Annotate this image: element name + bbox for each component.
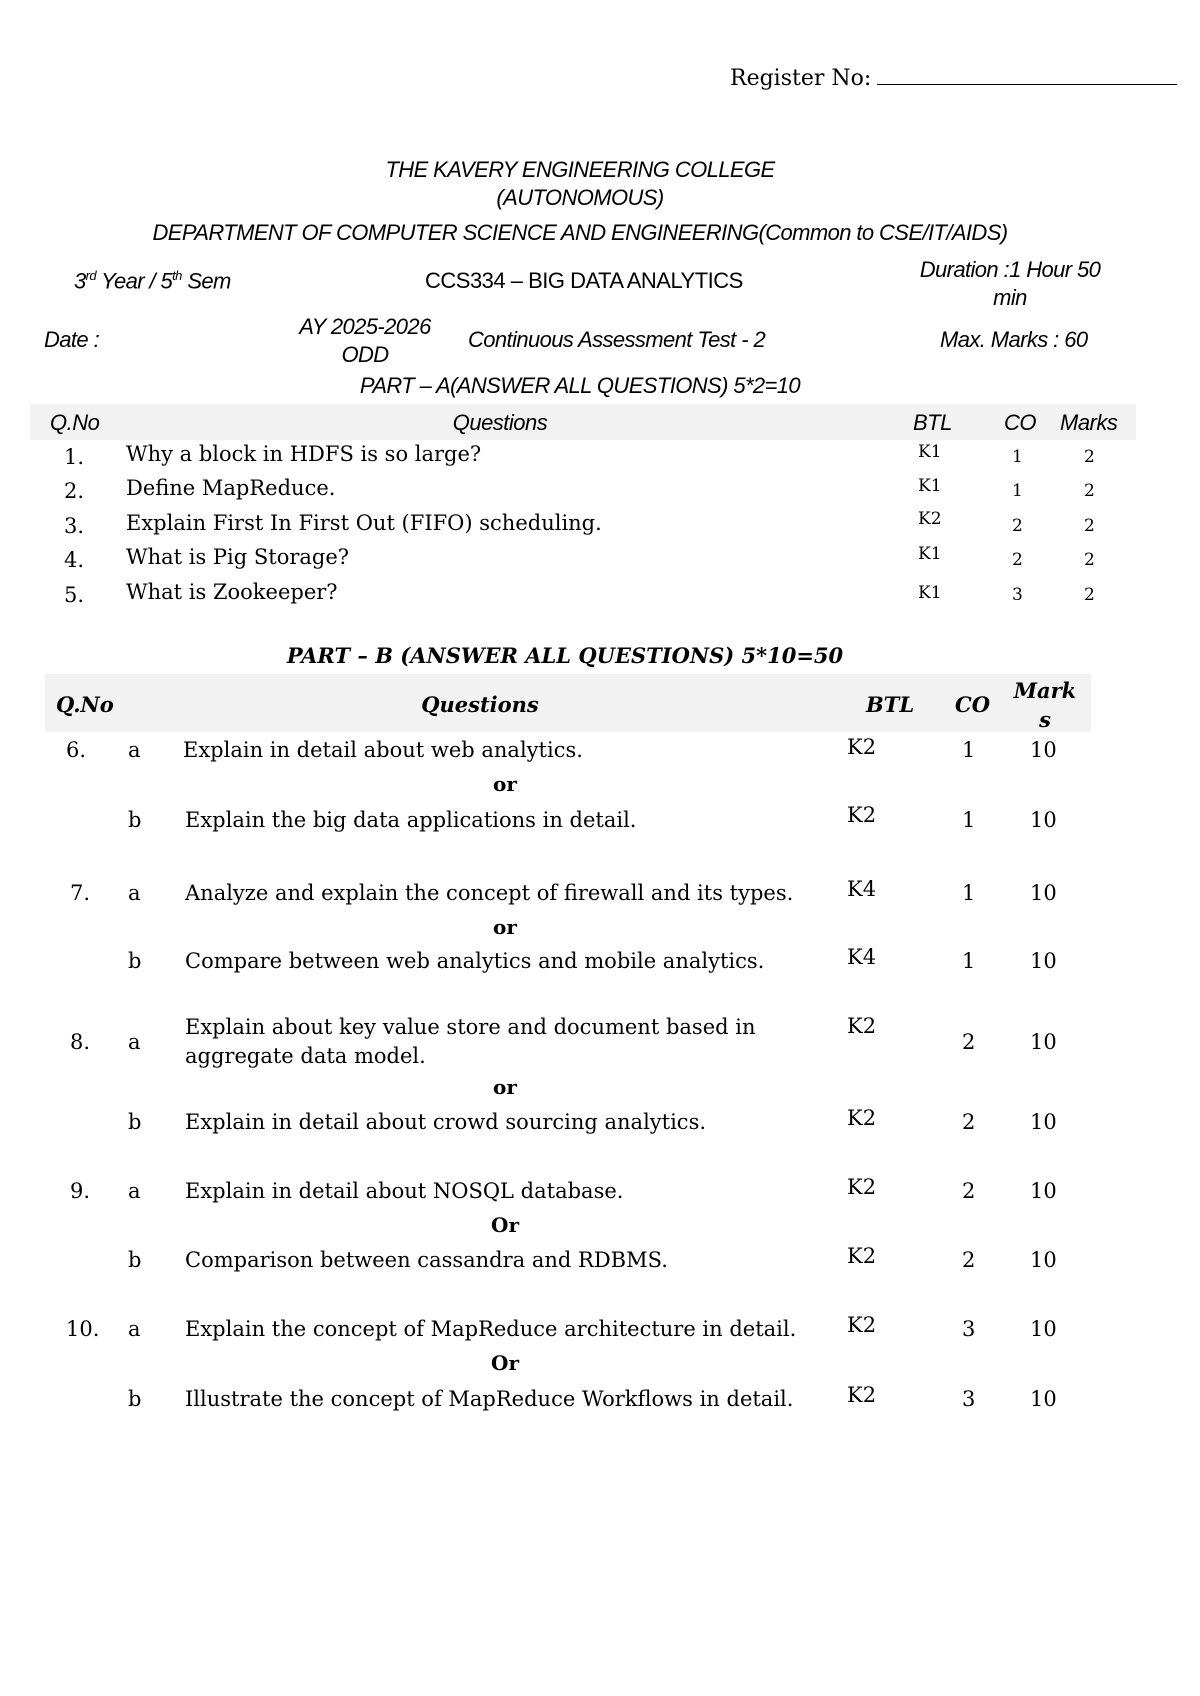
part-b-marks: 10 xyxy=(1030,1030,1057,1054)
part-b-marks: 10 xyxy=(1030,949,1057,973)
course-title: CCS334 – BIG DATA ANALYTICS xyxy=(425,268,743,293)
duration-line2: min xyxy=(993,285,1027,310)
part-a-co: 3 xyxy=(1012,585,1023,605)
part-b-btl: K4 xyxy=(847,945,877,969)
part-a-header-co: CO xyxy=(1004,410,1036,435)
college-name: THE KAVERY ENGINEERING COLLEGE xyxy=(385,157,775,182)
part-a-question: What is Pig Storage? xyxy=(126,545,350,569)
part-b-marks: 10 xyxy=(1030,1387,1057,1411)
part-b-co: 2 xyxy=(962,1110,976,1134)
part-a-btl: K1 xyxy=(918,544,942,564)
part-a-btl: K1 xyxy=(918,476,942,496)
sem-text: Sem xyxy=(181,268,231,294)
part-a-header-qno: Q.No xyxy=(50,410,100,435)
part-b-header-qno: Q.No xyxy=(56,692,114,717)
department-name: DEPARTMENT OF COMPUTER SCIENCE AND ENGINEERING(Common to CSE/IT/AIDS) xyxy=(152,220,1008,245)
part-a-marks: 2 xyxy=(1084,585,1095,605)
part-b-btl: K2 xyxy=(847,1244,877,1268)
part-a-qno: 1. xyxy=(64,445,85,469)
part-b-qno: 6. xyxy=(66,738,87,762)
part-b-qno: 10. xyxy=(66,1317,100,1341)
part-b-sub: a xyxy=(128,1030,141,1054)
part-a-question: Define MapReduce. xyxy=(126,476,336,500)
year-number: 3 xyxy=(74,268,86,294)
part-b-marks: 10 xyxy=(1030,1110,1057,1134)
part-b-marks: 10 xyxy=(1030,1179,1057,1203)
part-b-marks: 10 xyxy=(1030,1317,1057,1341)
part-b-question: Explain in detail about web analytics. xyxy=(183,738,583,762)
part-a-question: What is Zookeeper? xyxy=(126,580,338,604)
part-a-qno: 2. xyxy=(64,479,85,503)
or-separator: or xyxy=(493,1075,517,1099)
or-separator: or xyxy=(493,772,517,796)
part-a-marks: 2 xyxy=(1084,516,1095,536)
part-a-btl: K1 xyxy=(918,583,942,603)
part-b-sub: a xyxy=(128,881,141,905)
part-b-header-marks xyxy=(1010,676,1080,734)
part-b-question: Explain the concept of MapReduce architecture in detail. xyxy=(185,1317,797,1341)
part-a-co: 1 xyxy=(1012,481,1023,501)
part-b-co: 1 xyxy=(962,949,976,973)
part-b-qno: 9. xyxy=(70,1179,91,1203)
part-a-header-questions: Questions xyxy=(452,410,548,435)
part-b-btl: K2 xyxy=(847,1014,877,1038)
part-b-sub: b xyxy=(128,949,142,973)
part-b-co: 2 xyxy=(962,1030,976,1054)
part-b-co: 3 xyxy=(962,1387,976,1411)
part-b-btl: K2 xyxy=(847,1175,877,1199)
part-a-question: Why a block in HDFS is so large? xyxy=(126,442,482,466)
part-b-question: Explain in detail about crowd sourcing analytics. xyxy=(185,1110,707,1134)
duration xyxy=(905,256,1115,312)
part-b-question: Illustrate the concept of MapReduce Workflows in detail. xyxy=(185,1387,794,1411)
part-b-qno: 8. xyxy=(70,1030,91,1054)
part-a-co: 2 xyxy=(1012,550,1023,570)
part-a-marks: 2 xyxy=(1084,447,1095,467)
part-a-qno: 4. xyxy=(64,548,85,572)
part-b-marks: 10 xyxy=(1030,1248,1057,1272)
part-b-question: Compare between web analytics and mobile analytics. xyxy=(185,949,765,973)
part-b-btl: K4 xyxy=(847,877,877,901)
part-b-question: Comparison between cassandra and RDBMS. xyxy=(185,1248,668,1272)
part-a-header-marks: Marks xyxy=(1060,410,1118,435)
autonomous-label: (AUTONOMOUS) xyxy=(496,185,664,210)
part-b-marks: 10 xyxy=(1030,738,1057,762)
max-marks: Max. Marks : 60 xyxy=(940,327,1088,352)
part-a-marks: 2 xyxy=(1084,550,1095,570)
part-a-co: 2 xyxy=(1012,516,1023,536)
part-b-header-questions: Questions xyxy=(421,692,539,717)
part-a-co: 1 xyxy=(1012,447,1023,467)
or-separator: or xyxy=(493,915,517,939)
part-a-qno: 5. xyxy=(64,583,85,607)
part-b-btl: K2 xyxy=(847,1313,877,1337)
part-b-sub: a xyxy=(128,738,141,762)
academic-year xyxy=(285,313,445,369)
register-label: Register No: xyxy=(730,66,872,91)
part-a-question: Explain First In First Out (FIFO) scheduling. xyxy=(126,511,602,535)
part-b-co: 1 xyxy=(962,738,976,762)
part-b-marks: 10 xyxy=(1030,808,1057,832)
part-b-question: Explain in detail about NOSQL database. xyxy=(185,1179,624,1203)
part-b-question: Explain about key value store and document based in xyxy=(185,1015,756,1039)
part-b-co: 3 xyxy=(962,1317,976,1341)
part-b-header-marks-line2: s xyxy=(1039,707,1051,732)
part-b-sub: b xyxy=(128,808,142,832)
part-b-co: 1 xyxy=(962,808,976,832)
part-a-header-btl: BTL xyxy=(913,410,952,435)
part-b-sub: a xyxy=(128,1317,141,1341)
part-a-title: PART – A(ANSWER ALL QUESTIONS) 5*2=10 xyxy=(359,373,801,398)
part-b-header-marks-line1: Mark xyxy=(1013,678,1077,703)
date-label: Date : xyxy=(44,327,100,352)
part-a-btl: K2 xyxy=(918,509,942,529)
part-b-title: PART – B (ANSWER ALL QUESTIONS) 5*10=50 xyxy=(286,643,844,668)
part-b-btl: K2 xyxy=(847,1106,877,1130)
part-b-question: Explain the big data applications in detail. xyxy=(185,808,637,832)
or-separator: Or xyxy=(491,1351,519,1375)
part-b-btl: K2 xyxy=(847,803,877,827)
academic-year-line2: ODD xyxy=(341,342,389,367)
part-b-btl: K2 xyxy=(847,1383,877,1407)
part-b-sub: b xyxy=(128,1387,142,1411)
part-b-co: 2 xyxy=(962,1248,976,1272)
sem-superscript: th xyxy=(172,268,182,283)
part-b-sub: a xyxy=(128,1179,141,1203)
register-number xyxy=(730,66,1177,91)
year-superscript: rd xyxy=(85,268,96,283)
part-b-sub: b xyxy=(128,1248,142,1272)
part-a-btl: K1 xyxy=(918,442,942,462)
part-b-header-btl: BTL xyxy=(866,692,915,717)
test-name: Continuous Assessment Test - 2 xyxy=(468,327,766,352)
duration-line1: Duration :1 Hour 50 xyxy=(919,257,1101,282)
part-b-question-line2: aggregate data model. xyxy=(185,1044,426,1068)
part-b-question: Analyze and explain the concept of firewall and its types. xyxy=(185,881,794,905)
part-b-co: 1 xyxy=(962,881,976,905)
part-a-marks: 2 xyxy=(1084,481,1095,501)
part-b-marks: 10 xyxy=(1030,881,1057,905)
year-semester xyxy=(74,268,231,294)
part-b-header-co: CO xyxy=(955,692,991,717)
register-blank-line xyxy=(877,66,1177,85)
academic-year-line1: AY 2025-2026 xyxy=(299,314,431,339)
part-b-co: 2 xyxy=(962,1179,976,1203)
part-b-qno: 7. xyxy=(70,881,91,905)
or-separator: Or xyxy=(491,1213,519,1237)
year-text: Year / 5 xyxy=(96,268,173,294)
part-b-sub: b xyxy=(128,1110,142,1134)
part-b-btl: K2 xyxy=(847,735,877,759)
part-a-qno: 3. xyxy=(64,514,85,538)
